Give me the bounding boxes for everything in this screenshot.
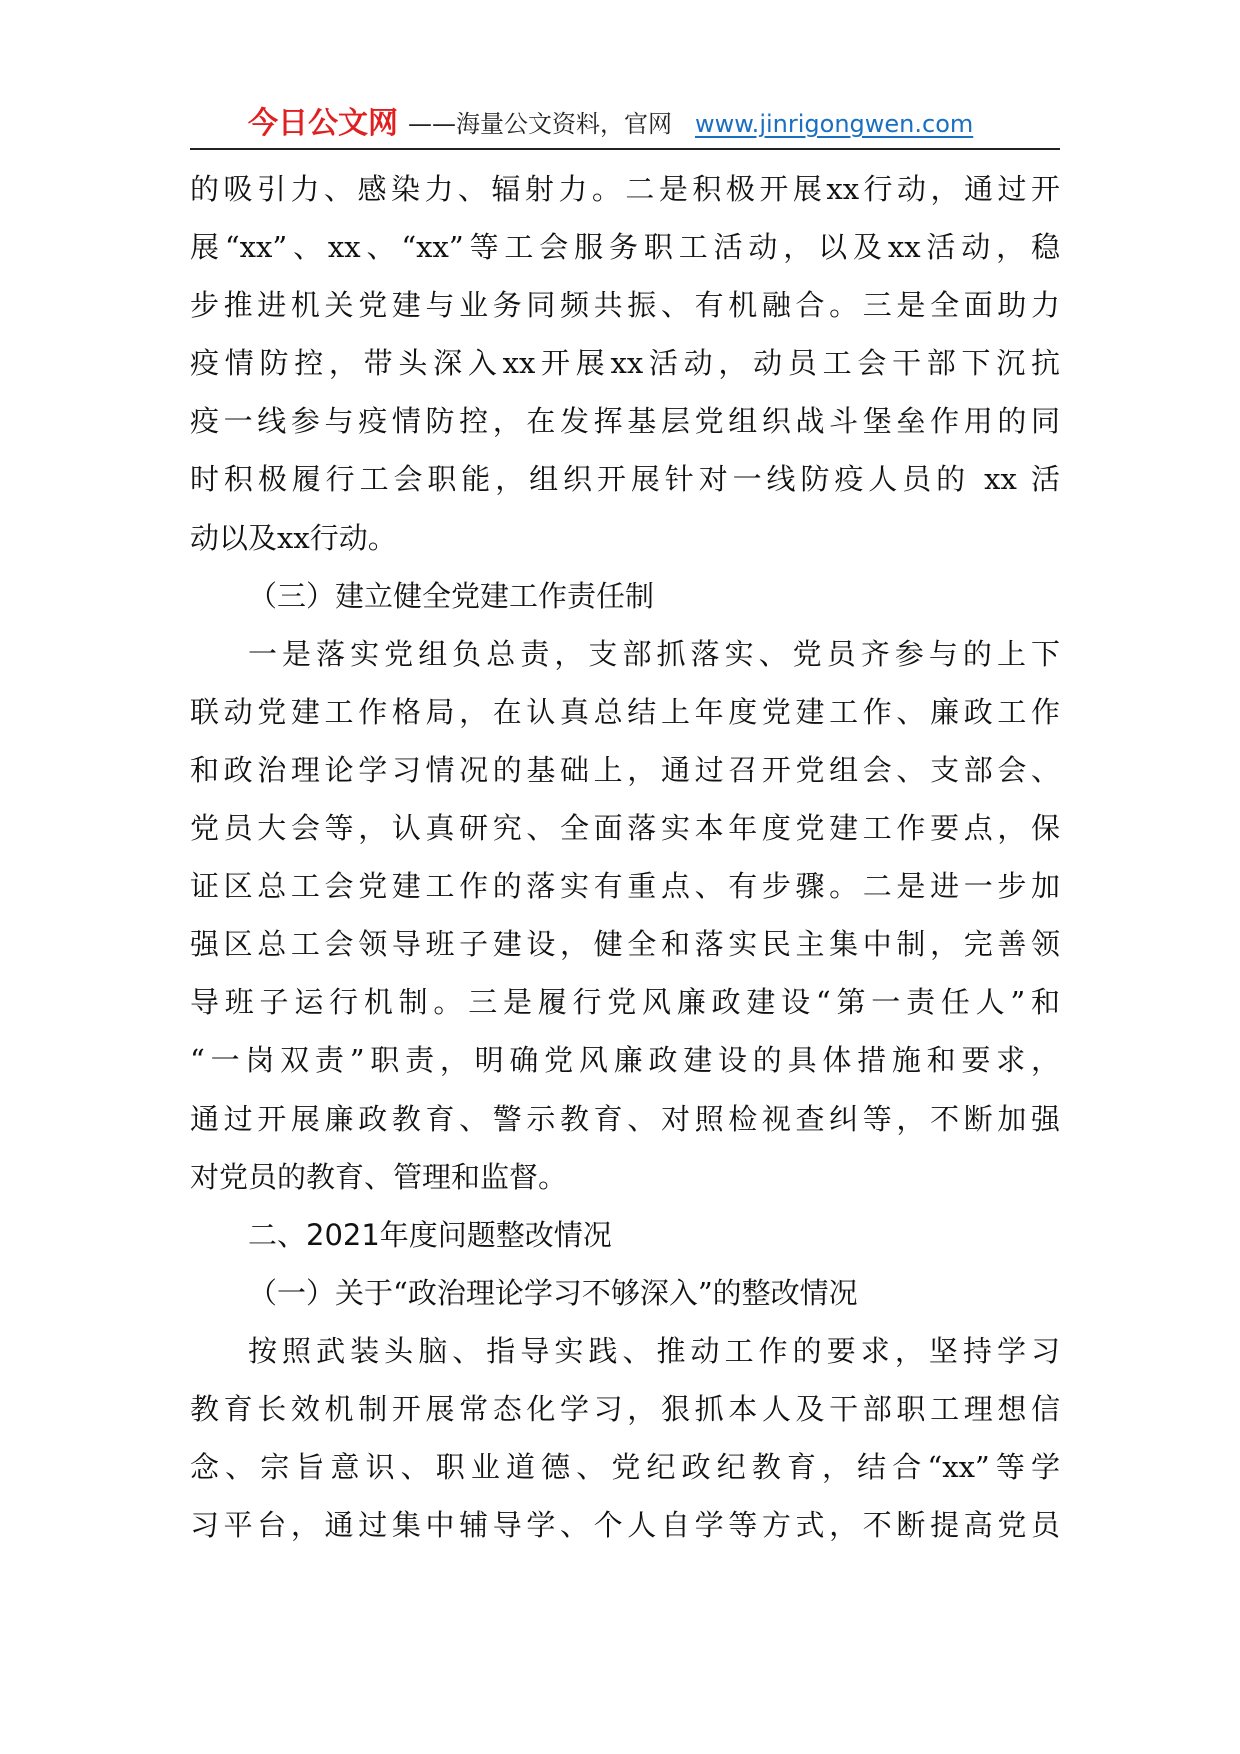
paragraph-first-line: 按照武装头脑、指导实践、推动工作的要求，坚持学习 <box>248 1333 1060 1368</box>
body-line: 步推进机关党建与业务同频共振、有机融合。三是全面助力 <box>190 288 1060 323</box>
section-heading: （三）建立健全党建工作责任制 <box>248 578 655 613</box>
body-line: 教育长效机制开展常态化学习，狠抓本人及干部职工理想信 <box>190 1391 1060 1426</box>
header-divider <box>190 148 1060 150</box>
body-line: 通过开展廉政教育、警示教育、对照检视查纠等，不断加强 <box>190 1101 1060 1136</box>
body-line: 展“xx”、xx、“xx”等工会服务职工活动，以及xx活动，稳 <box>190 230 1060 265</box>
document-body <box>190 160 1060 1554</box>
body-line: 习平台，通过集中辅导学、个人自学等方式，不断提高党员 <box>190 1508 1060 1543</box>
body-line: 念、宗旨意识、职业道德、党纪政纪教育，结合“xx”等学 <box>190 1450 1060 1485</box>
body-line: “一岗双责”职责，明确党风廉政建设的具体措施和要求， <box>190 1043 1060 1078</box>
body-line: 强区总工会领导班子建设，健全和落实民主集中制，完善领 <box>190 927 1060 962</box>
body-line: 疫一线参与疫情防控，在发挥基层党组织战斗堡垒作用的同 <box>190 404 1060 439</box>
paragraph-first-line: 一是落实党组负总责，支部抓落实、党员齐参与的上下 <box>248 636 1060 671</box>
body-line: 和政治理论学习情况的基础上，通过召开党组会、支部会、 <box>190 752 1060 787</box>
body-line: 导班子运行机制。三是履行党风廉政建设“第一责任人”和 <box>190 985 1060 1020</box>
site-tagline: ——海量公文资料，官网 <box>408 110 672 138</box>
section-heading: （一）关于“政治理论学习不够深入”的整改情况 <box>248 1275 858 1310</box>
page-header <box>190 104 1060 146</box>
body-line: 对党员的教育、管理和监督。 <box>190 1159 568 1194</box>
body-line: 疫情防控，带头深入xx开展xx活动，动员工会干部下沉抗 <box>190 346 1060 381</box>
body-line: 联动党建工作格局，在认真总结上年度党建工作、廉政工作 <box>190 694 1060 729</box>
body-line: 动以及xx行动。 <box>190 520 397 555</box>
body-line: 党员大会等，认真研究、全面落实本年度党建工作要点，保 <box>190 811 1060 846</box>
body-line: 证区总工会党建工作的落实有重点、有步骤。二是进一步加 <box>190 869 1060 904</box>
chapter-heading: 二、2021年度问题整改情况 <box>248 1217 612 1252</box>
body-line: 的吸引力、感染力、辐射力。二是积极开展xx行动，通过开 <box>190 172 1060 206</box>
body-line: 时积极履行工会职能，组织开展针对一线防疫人员的 xx 活 <box>190 462 1060 497</box>
site-url-link[interactable]: www.jinrigongwen.com <box>695 110 974 138</box>
site-brand: 今日公文网 <box>248 106 398 141</box>
